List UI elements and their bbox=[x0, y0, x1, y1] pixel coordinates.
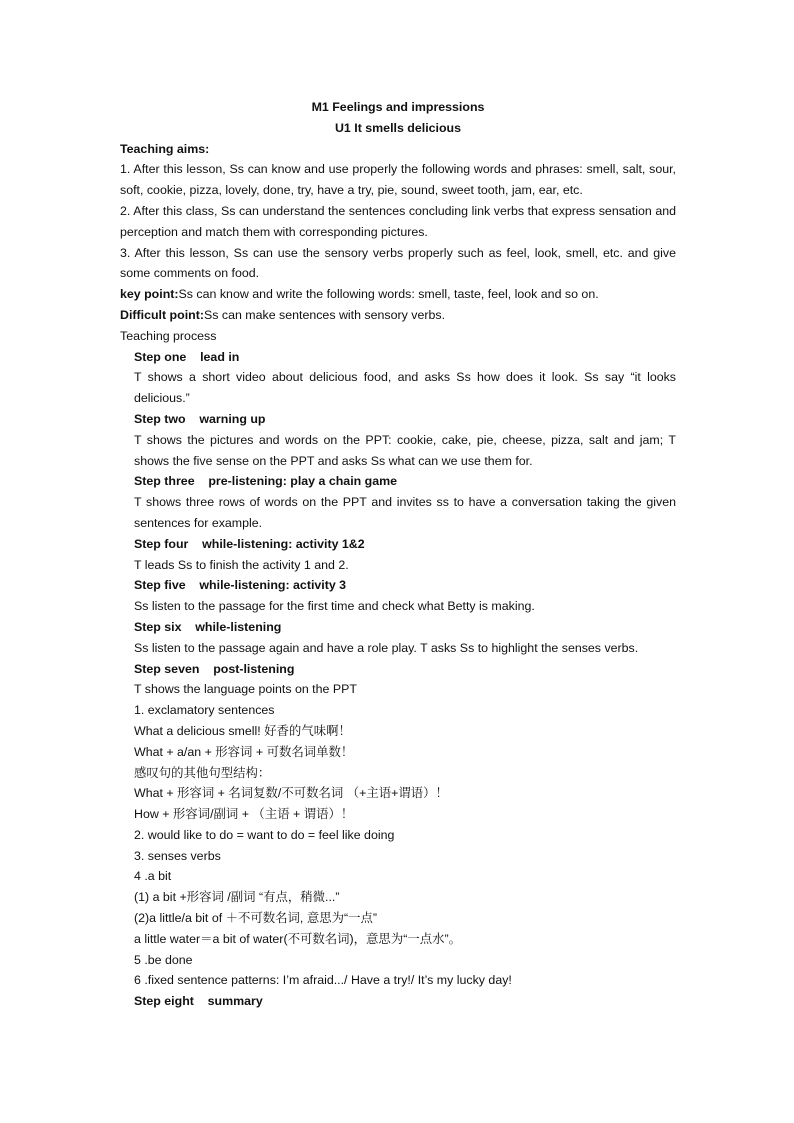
process-heading: Teaching process bbox=[120, 328, 217, 343]
step-title: Step six while-listening bbox=[134, 619, 282, 634]
step-title: Step four while-listening: activity 1&2 bbox=[134, 536, 365, 551]
aim-item: 2. After this class, Ss can understand the sentences concluding link verbs that express sensation and perception and match them with corresponding pictures. bbox=[120, 203, 676, 239]
difficult-point-text: Ss can make sentences with sensory verbs. bbox=[203, 307, 446, 322]
step-body: Ss listen to the passage again and have a role play. T asks Ss to highlight the senses verbs. bbox=[134, 640, 639, 655]
difficult-point bbox=[120, 305, 676, 326]
step-body: T shows three rows of words on the PPT and invites ss to have a conversation taking the given sentences for example. bbox=[134, 495, 676, 530]
step-body: T leads Ss to finish the activity 1 and 2. bbox=[134, 557, 349, 572]
language-point: a little water＝a bit of water(不可数名词)，意思为“一点水”。 bbox=[134, 931, 462, 946]
language-point: 3. senses verbs bbox=[134, 848, 221, 863]
language-point: 4 .a bit bbox=[134, 869, 172, 884]
step-body: T shows the language points on the PPT bbox=[134, 682, 357, 697]
lesson-plan bbox=[120, 97, 676, 1012]
page-subtitle: U1 It smells delicious bbox=[334, 120, 462, 135]
difficult-point-label: Difficult point: bbox=[120, 307, 204, 322]
language-point: 5 .be done bbox=[134, 952, 193, 967]
step-title: Step three pre-listening: play a chain game bbox=[134, 474, 398, 489]
step-body: T shows the pictures and words on the PPT: cookie, cake, pie, cheese, pizza, salt and jam; T shows the five sense on the PPT and asks Ss what can we use them for. bbox=[134, 432, 676, 468]
key-point-text: Ss can know and write the following words: smell, taste, feel, look and so on. bbox=[178, 287, 599, 302]
page-title: M1 Feelings and impressions bbox=[311, 100, 485, 114]
step-title: Step five while-listening: activity 3 bbox=[134, 578, 347, 593]
language-point: 2. would like to do = want to do = feel like doing bbox=[134, 827, 395, 842]
language-point: What a delicious smell! 好香的气味啊！ bbox=[134, 723, 351, 738]
aim-item: 3. After this lesson, Ss can use the sensory verbs properly such as feel, look, smell, etc. and give some comments on food. bbox=[120, 245, 676, 281]
step-body: T shows a short video about delicious food, and asks Ss how does it look. Ss say “it looks delicious.” bbox=[134, 370, 676, 406]
language-point: What + 形容词 + 名词复数/不可数名词 （+主语+谓语）！ bbox=[134, 786, 448, 801]
key-point bbox=[120, 284, 676, 305]
language-point: What + a/an + 形容词 + 可数名词单数！ bbox=[134, 744, 354, 759]
aims-heading: Teaching aims: bbox=[120, 141, 210, 156]
language-point: (2)a little/a bit of ＋不可数名词, 意思为“一点” bbox=[134, 911, 378, 926]
step-title: Step one lead in bbox=[134, 349, 240, 364]
language-point: How + 形容词/副词 + （主语 + 谓语）！ bbox=[134, 807, 354, 822]
language-point: 6 .fixed sentence patterns: I’m afraid.../ Have a try!/ It’s my lucky day! bbox=[134, 973, 512, 988]
step-title: Step seven post-listening bbox=[134, 661, 295, 676]
final-step-title: Step eight summary bbox=[134, 994, 263, 1009]
language-point: 1. exclamatory sentences bbox=[134, 703, 275, 718]
aim-item: 1. After this lesson, Ss can know and use properly the following words and phrases: smell, salt, sour, soft, cookie, pizza, lovely, done, try, have a try, pie, sound, sweet tooth, jam, ear, etc. bbox=[120, 162, 676, 198]
language-point: 感叹句的其他句型结构： bbox=[134, 765, 271, 780]
key-point-label: key point: bbox=[120, 287, 179, 302]
step-title: Step two warning up bbox=[134, 411, 266, 426]
language-point: (1) a bit +形容词 /副词 “有点，稍微...” bbox=[134, 890, 340, 905]
step-body: Ss listen to the passage for the first time and check what Betty is making. bbox=[134, 599, 535, 614]
